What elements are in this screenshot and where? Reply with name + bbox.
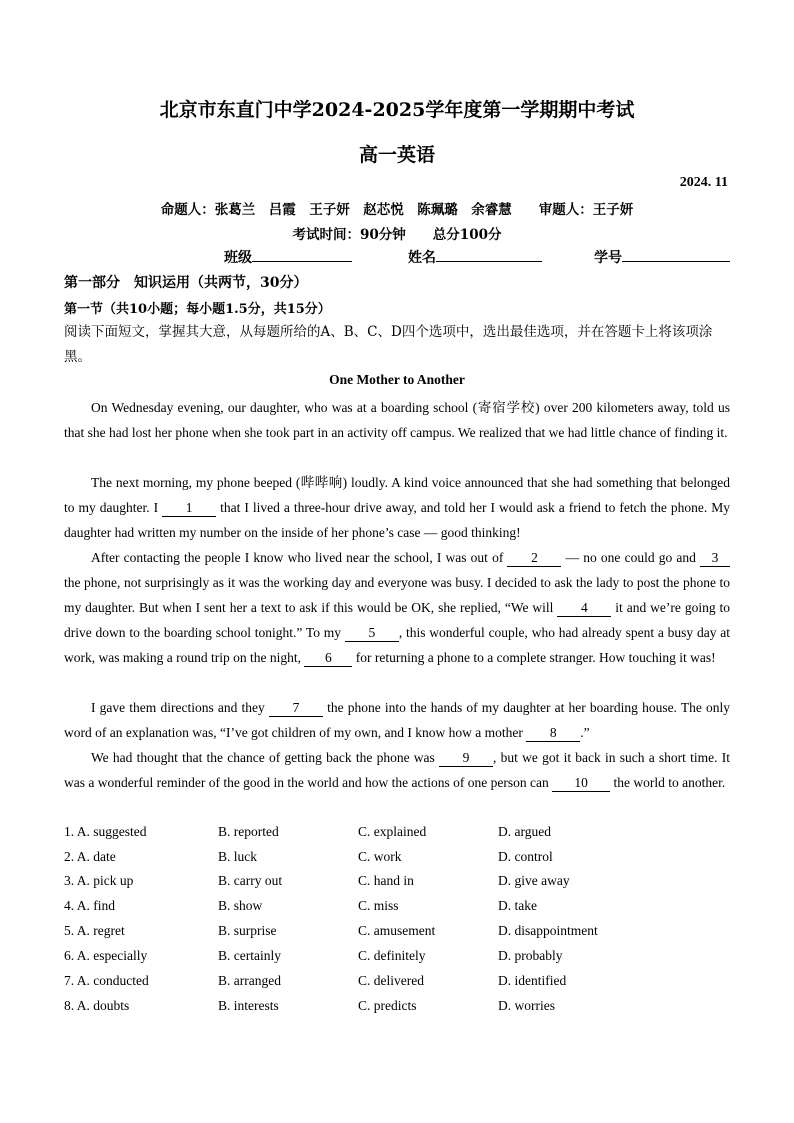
option-b[interactable]: B. certainly	[218, 948, 281, 963]
paragraph-text: for returning a phone to a complete stranger. How touching it was!	[355, 650, 716, 665]
blank-3: 3	[700, 550, 730, 567]
section-heading: 第一节（共10小题；每小题1.5分，共15分）	[64, 302, 331, 317]
part-heading: 第一部分 知识运用（共两节，30分）	[64, 275, 308, 291]
id-blank[interactable]	[622, 247, 730, 262]
article-paragraph-3	[64, 545, 730, 670]
article-paragraph-5	[64, 745, 730, 795]
option-c[interactable]: C. miss	[358, 898, 399, 913]
option-c[interactable]: C. hand in	[358, 873, 414, 888]
blank-1: 1	[162, 500, 216, 517]
paragraph-text: After contacting the people I know who lived near the school, I was out of	[91, 550, 504, 565]
name-label: 姓名	[408, 250, 436, 266]
paragraph-text: the world to another.	[613, 775, 726, 790]
option-a[interactable]: 6. A. especially	[64, 948, 148, 963]
paragraph-text: — no one could go and	[565, 550, 696, 565]
blank-5: 5	[345, 625, 399, 642]
option-b[interactable]: B. interests	[218, 998, 279, 1013]
blank-9: 9	[439, 750, 493, 767]
option-c[interactable]: C. work	[358, 849, 402, 864]
blank-10: 10	[552, 775, 610, 792]
paragraph-text: .”	[580, 725, 590, 740]
paragraph-text: We had thought that the chance of getting back the phone was	[91, 750, 435, 765]
name-blank[interactable]	[436, 247, 542, 262]
option-d[interactable]: D. disappointment	[498, 923, 598, 938]
option-b[interactable]: B. carry out	[218, 873, 283, 888]
authors-line: 命题人：张葛兰 吕霞 王子妍 赵芯悦 陈珮璐 余睿慧 审题人：王子妍	[160, 202, 634, 218]
option-a[interactable]: 2. A. date	[64, 849, 116, 864]
option-d[interactable]: D. argued	[498, 824, 551, 839]
exam-title: 北京市东直门中学2024-2025学年度第一学期期中考试	[159, 99, 635, 121]
exam-date: 2024. 11	[679, 175, 728, 190]
article-paragraph-1	[64, 395, 730, 445]
option-b[interactable]: B. surprise	[218, 923, 277, 938]
option-b[interactable]: B. reported	[218, 824, 279, 839]
blank-8: 8	[526, 725, 580, 742]
option-a[interactable]: 8. A. doubts	[64, 998, 130, 1013]
class-blank[interactable]	[252, 247, 352, 262]
name-field	[408, 247, 542, 267]
section-instructions: 阅读下面短文，掌握其大意，从每题所给的A、B、C、D四个选项中，选出最佳选项，并在答题卡上将该项涂黑。	[64, 324, 713, 365]
option-c[interactable]: C. amusement	[358, 923, 436, 938]
option-a[interactable]: 1. A. suggested	[64, 824, 147, 839]
paragraph-text: The next morning, my phone beeped (哔哔响) loudly. A kind voice announced that she had something that belonged to my daughter. I	[64, 475, 730, 515]
paragraph-text: that I lived a three-hour drive away, and told her I would ask a friend to fetch the phone. My daughter had written my number on the inside of her phone’s case — good thinking!	[64, 500, 731, 540]
id-label: 学号	[594, 250, 622, 266]
option-a[interactable]: 4. A. find	[64, 898, 116, 913]
paragraph-text: I gave them directions and they	[91, 700, 265, 715]
exam-subject: 高一英语	[358, 144, 435, 166]
option-a[interactable]: 7. A. conducted	[64, 973, 149, 988]
paragraph-text: the phone, not surprisingly as it was the working day and everyone was busy. I decided to ask the lady to post the phone to my daughter. But when I sent her a text to ask if this would be OK, she replied, “We will	[64, 575, 730, 615]
paragraph-text: the phone into the hands of my daughter at her boarding house. The only word of an explanation was, “I’ve got children of my own, and I know how a mother	[64, 700, 731, 740]
option-d[interactable]: D. identified	[498, 973, 567, 988]
paragraph-text: , this wonderful couple, who had already spent a busy day at work, was making a round trip on the night,	[64, 625, 730, 665]
option-c[interactable]: C. definitely	[358, 948, 426, 963]
article-title: One Mother to Another	[329, 372, 465, 387]
option-d[interactable]: D. probably	[498, 948, 563, 963]
blank-7: 7	[269, 700, 323, 717]
option-c[interactable]: C. predicts	[358, 998, 417, 1013]
paragraph-text: On Wednesday evening, our daughter, who was at a boarding school (寄宿学校) over 200 kilometers away, told us that she had lost her phone when she took part in an activity off campus. We realized that we had little chance of finding it.	[64, 400, 730, 440]
paragraph-text: it and we’re going to drive down to the boarding school tonight.” To my	[64, 600, 730, 640]
option-a[interactable]: 3. A. pick up	[64, 873, 134, 888]
class-field	[224, 247, 352, 267]
paragraph-text: , but we got it back in such a short time. It was a wonderful reminder of the good in the world and how the actions of one person can	[64, 750, 730, 790]
blank-4: 4	[557, 600, 611, 617]
option-d[interactable]: D. worries	[498, 998, 555, 1013]
blank-2: 2	[507, 550, 561, 567]
option-b[interactable]: B. luck	[218, 849, 257, 864]
article-paragraph-2	[64, 470, 730, 545]
option-d[interactable]: D. give away	[498, 873, 570, 888]
option-d[interactable]: D. take	[498, 898, 537, 913]
option-b[interactable]: B. arranged	[218, 973, 281, 988]
article-paragraph-4	[64, 695, 730, 745]
id-field	[594, 247, 730, 267]
exam-info-line: 考试时间：90分钟 总分100分	[292, 227, 502, 243]
option-b[interactable]: B. show	[218, 898, 263, 913]
option-c[interactable]: C. delivered	[358, 973, 424, 988]
option-c[interactable]: C. explained	[358, 824, 427, 839]
blank-6: 6	[304, 650, 352, 667]
class-label: 班级	[224, 250, 252, 266]
option-a[interactable]: 5. A. regret	[64, 923, 125, 938]
option-d[interactable]: D. control	[498, 849, 553, 864]
